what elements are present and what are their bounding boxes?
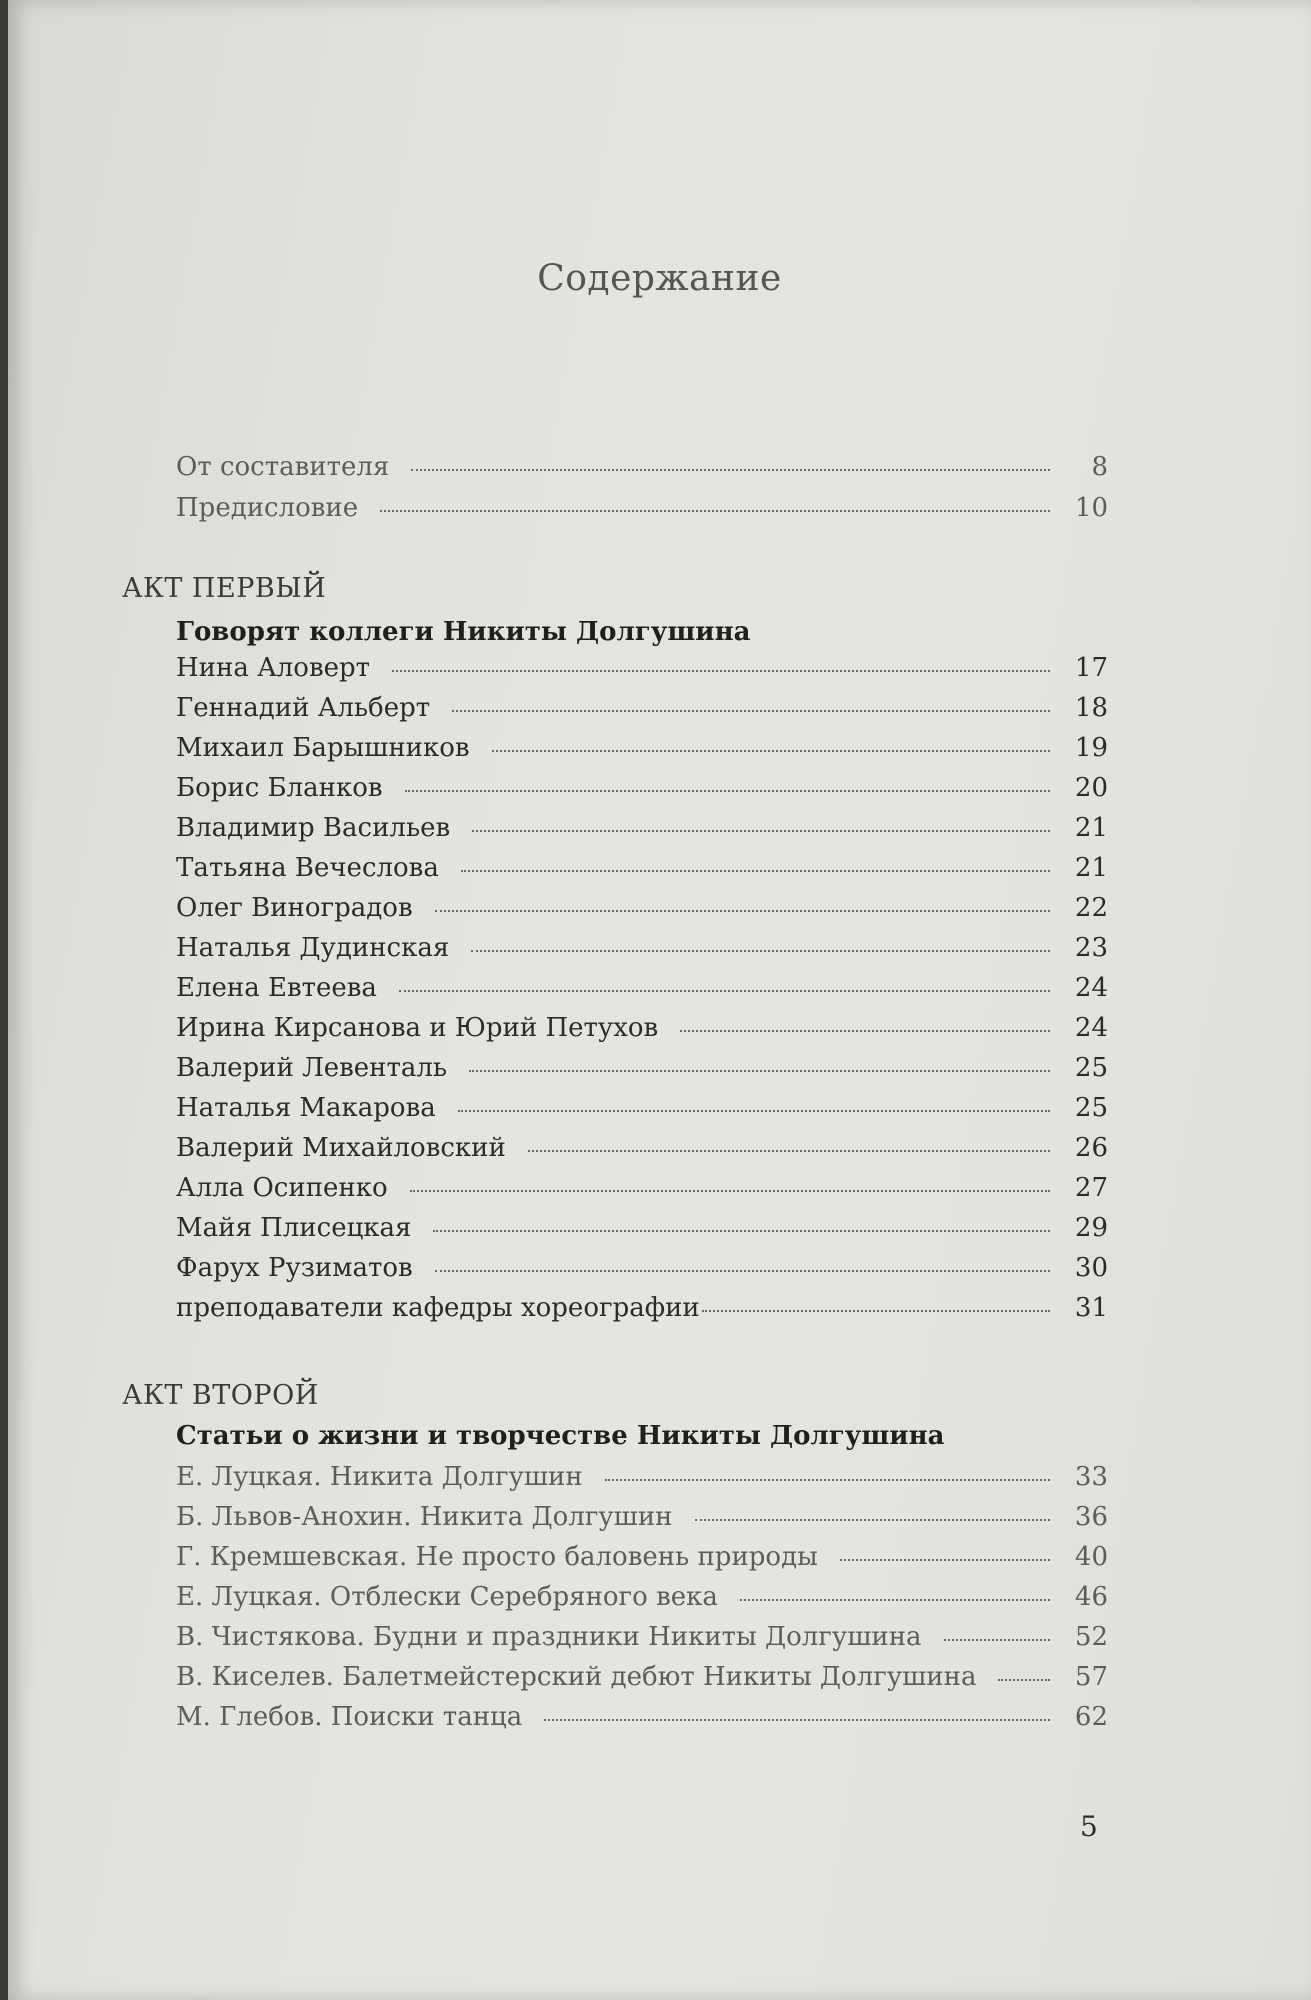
toc-entry-page: 33 bbox=[1074, 1462, 1108, 1492]
toc-entry-title: Валерий Левенталь bbox=[176, 1053, 448, 1083]
dot-leader bbox=[452, 709, 1050, 712]
toc-entry bbox=[176, 773, 1108, 813]
toc-entry bbox=[176, 1662, 1108, 1702]
page-title: Содержание bbox=[537, 258, 782, 299]
toc-entry bbox=[176, 1622, 1108, 1662]
toc-entry-title: В. Киселев. Балетмейстерский дебют Никиты Долгушина bbox=[176, 1662, 977, 1692]
toc-entry-page: 10 bbox=[1074, 493, 1108, 523]
toc-entry-title: Валерий Михайловский bbox=[176, 1133, 506, 1163]
toc-entry bbox=[176, 452, 1108, 492]
toc-entry-title: преподаватели кафедры хореографии bbox=[176, 1293, 700, 1323]
dot-leader bbox=[544, 1718, 1050, 1721]
toc-entry-page: 22 bbox=[1074, 893, 1108, 923]
toc-entry-page: 21 bbox=[1074, 813, 1108, 843]
toc-entry bbox=[176, 893, 1108, 933]
toc-entry-page: 26 bbox=[1074, 1133, 1108, 1163]
toc-entry-title: От составителя bbox=[176, 452, 390, 482]
toc-entry-page: 30 bbox=[1074, 1253, 1108, 1283]
dot-leader bbox=[435, 1269, 1050, 1272]
toc-entry-page: 27 bbox=[1074, 1173, 1108, 1203]
dot-leader bbox=[740, 1598, 1050, 1601]
toc-entry-title: Татьяна Вечеслова bbox=[176, 853, 439, 883]
toc-entry-page: 57 bbox=[1074, 1662, 1108, 1692]
dot-leader bbox=[435, 909, 1050, 912]
dot-leader bbox=[433, 1229, 1050, 1232]
toc-entry-title: Б. Львов-Анохин. Никита Долгушин bbox=[176, 1502, 673, 1532]
toc-entry bbox=[176, 1133, 1108, 1173]
toc-entry bbox=[176, 1053, 1108, 1093]
toc-entry-page: 19 bbox=[1074, 733, 1108, 763]
toc-entry-title: Е. Луцкая. Никита Долгушин bbox=[176, 1462, 583, 1492]
toc-entry bbox=[176, 1013, 1108, 1053]
toc-entry-title: Е. Луцкая. Отблески Серебряного века bbox=[176, 1582, 718, 1612]
toc-entry-title: Наталья Дудинская bbox=[176, 933, 450, 963]
toc-entry-page: 46 bbox=[1074, 1582, 1108, 1612]
dot-leader bbox=[472, 829, 1050, 832]
dot-leader bbox=[680, 1029, 1050, 1032]
dot-leader bbox=[461, 869, 1050, 872]
toc-entry bbox=[176, 1462, 1108, 1502]
toc-entry bbox=[176, 1253, 1108, 1293]
toc-entry-page: 23 bbox=[1074, 933, 1108, 963]
toc-entry-title: Алла Осипенко bbox=[176, 1173, 388, 1203]
dot-leader bbox=[458, 1109, 1050, 1112]
toc-entry bbox=[176, 733, 1108, 773]
dot-leader bbox=[411, 468, 1050, 471]
toc-entry bbox=[176, 973, 1108, 1013]
toc-entry bbox=[176, 933, 1108, 973]
toc-entry-page: 31 bbox=[1074, 1293, 1108, 1323]
toc-entry-title: Геннадий Альберт bbox=[176, 693, 431, 723]
dot-leader bbox=[405, 789, 1050, 792]
toc-entry bbox=[176, 853, 1108, 893]
toc-entry-title: М. Глебов. Поиски танца bbox=[176, 1702, 523, 1732]
toc-entry-page: 18 bbox=[1074, 693, 1108, 723]
act-one-subheading: Говорят коллеги Никиты Долгушина bbox=[176, 617, 751, 647]
toc-entry bbox=[176, 813, 1108, 853]
act-one-heading: АКТ ПЕРВЫЙ bbox=[122, 573, 327, 604]
toc-entry bbox=[176, 1702, 1108, 1742]
toc-entry-page: 21 bbox=[1074, 853, 1108, 883]
toc-entry-title: Олег Виноградов bbox=[176, 893, 413, 923]
toc-entry-title: Г. Кремшевская. Не просто баловень природы bbox=[176, 1542, 818, 1572]
toc-entry bbox=[176, 693, 1108, 733]
toc-entry-title: Владимир Васильев bbox=[176, 813, 451, 843]
toc-entry-page: 8 bbox=[1091, 452, 1108, 482]
toc-entry-title: Наталья Макарова bbox=[176, 1093, 436, 1123]
toc-entry bbox=[176, 653, 1108, 693]
toc-entry-title: Борис Бланков bbox=[176, 773, 383, 803]
toc-entry bbox=[176, 1293, 1108, 1333]
dot-leader bbox=[492, 749, 1050, 752]
dot-leader bbox=[944, 1638, 1050, 1641]
dot-leader bbox=[380, 509, 1050, 512]
toc-entry bbox=[176, 1093, 1108, 1133]
toc-entry-page: 40 bbox=[1074, 1542, 1108, 1572]
dot-leader bbox=[702, 1309, 1050, 1312]
toc-entry-page: 25 bbox=[1074, 1053, 1108, 1083]
dot-leader bbox=[392, 669, 1050, 672]
toc-entry-title: Предисловие bbox=[176, 493, 359, 523]
toc-entry-title: В. Чистякова. Будни и праздники Никиты Долгушина bbox=[176, 1622, 922, 1652]
dot-leader bbox=[695, 1518, 1050, 1521]
toc-entry bbox=[176, 1502, 1108, 1542]
toc-entry-page: 52 bbox=[1074, 1622, 1108, 1652]
toc-entry-page: 36 bbox=[1074, 1502, 1108, 1532]
toc-entry-page: 24 bbox=[1074, 973, 1108, 1003]
toc-entry bbox=[176, 493, 1108, 533]
toc-entry-title: Нина Аловерт bbox=[176, 653, 371, 683]
dot-leader bbox=[399, 989, 1050, 992]
book-page bbox=[8, 0, 1311, 2000]
dot-leader bbox=[528, 1149, 1050, 1152]
toc-entry bbox=[176, 1173, 1108, 1213]
act-two-subheading: Статьи о жизни и творчестве Никиты Долгушина bbox=[176, 1421, 945, 1451]
toc-entry-page: 62 bbox=[1074, 1702, 1108, 1732]
toc-entry-title: Майя Плисецкая bbox=[176, 1213, 412, 1243]
toc-entry-title: Михаил Барышников bbox=[176, 733, 470, 763]
toc-entry-title: Фарух Рузиматов bbox=[176, 1253, 413, 1283]
dot-leader bbox=[469, 1069, 1050, 1072]
dot-leader bbox=[410, 1189, 1050, 1192]
toc-entry-page: 29 bbox=[1074, 1213, 1108, 1243]
toc-entry-page: 20 bbox=[1074, 773, 1108, 803]
toc-entry-page: 24 bbox=[1074, 1013, 1108, 1043]
act-two-heading: АКТ ВТОРОЙ bbox=[122, 1380, 319, 1411]
toc-entry-page: 25 bbox=[1074, 1093, 1108, 1123]
toc-entry-page: 17 bbox=[1074, 653, 1108, 683]
page-number: 5 bbox=[1080, 1810, 1098, 1843]
toc-entry bbox=[176, 1213, 1108, 1253]
dot-leader bbox=[998, 1678, 1050, 1681]
toc-entry bbox=[176, 1582, 1108, 1622]
toc-entry-title: Елена Евтеева bbox=[176, 973, 377, 1003]
dot-leader bbox=[471, 949, 1050, 952]
toc-entry-title: Ирина Кирсанова и Юрий Петухов bbox=[176, 1013, 659, 1043]
toc-entry bbox=[176, 1542, 1108, 1582]
dot-leader bbox=[605, 1478, 1050, 1481]
dot-leader bbox=[840, 1558, 1050, 1561]
